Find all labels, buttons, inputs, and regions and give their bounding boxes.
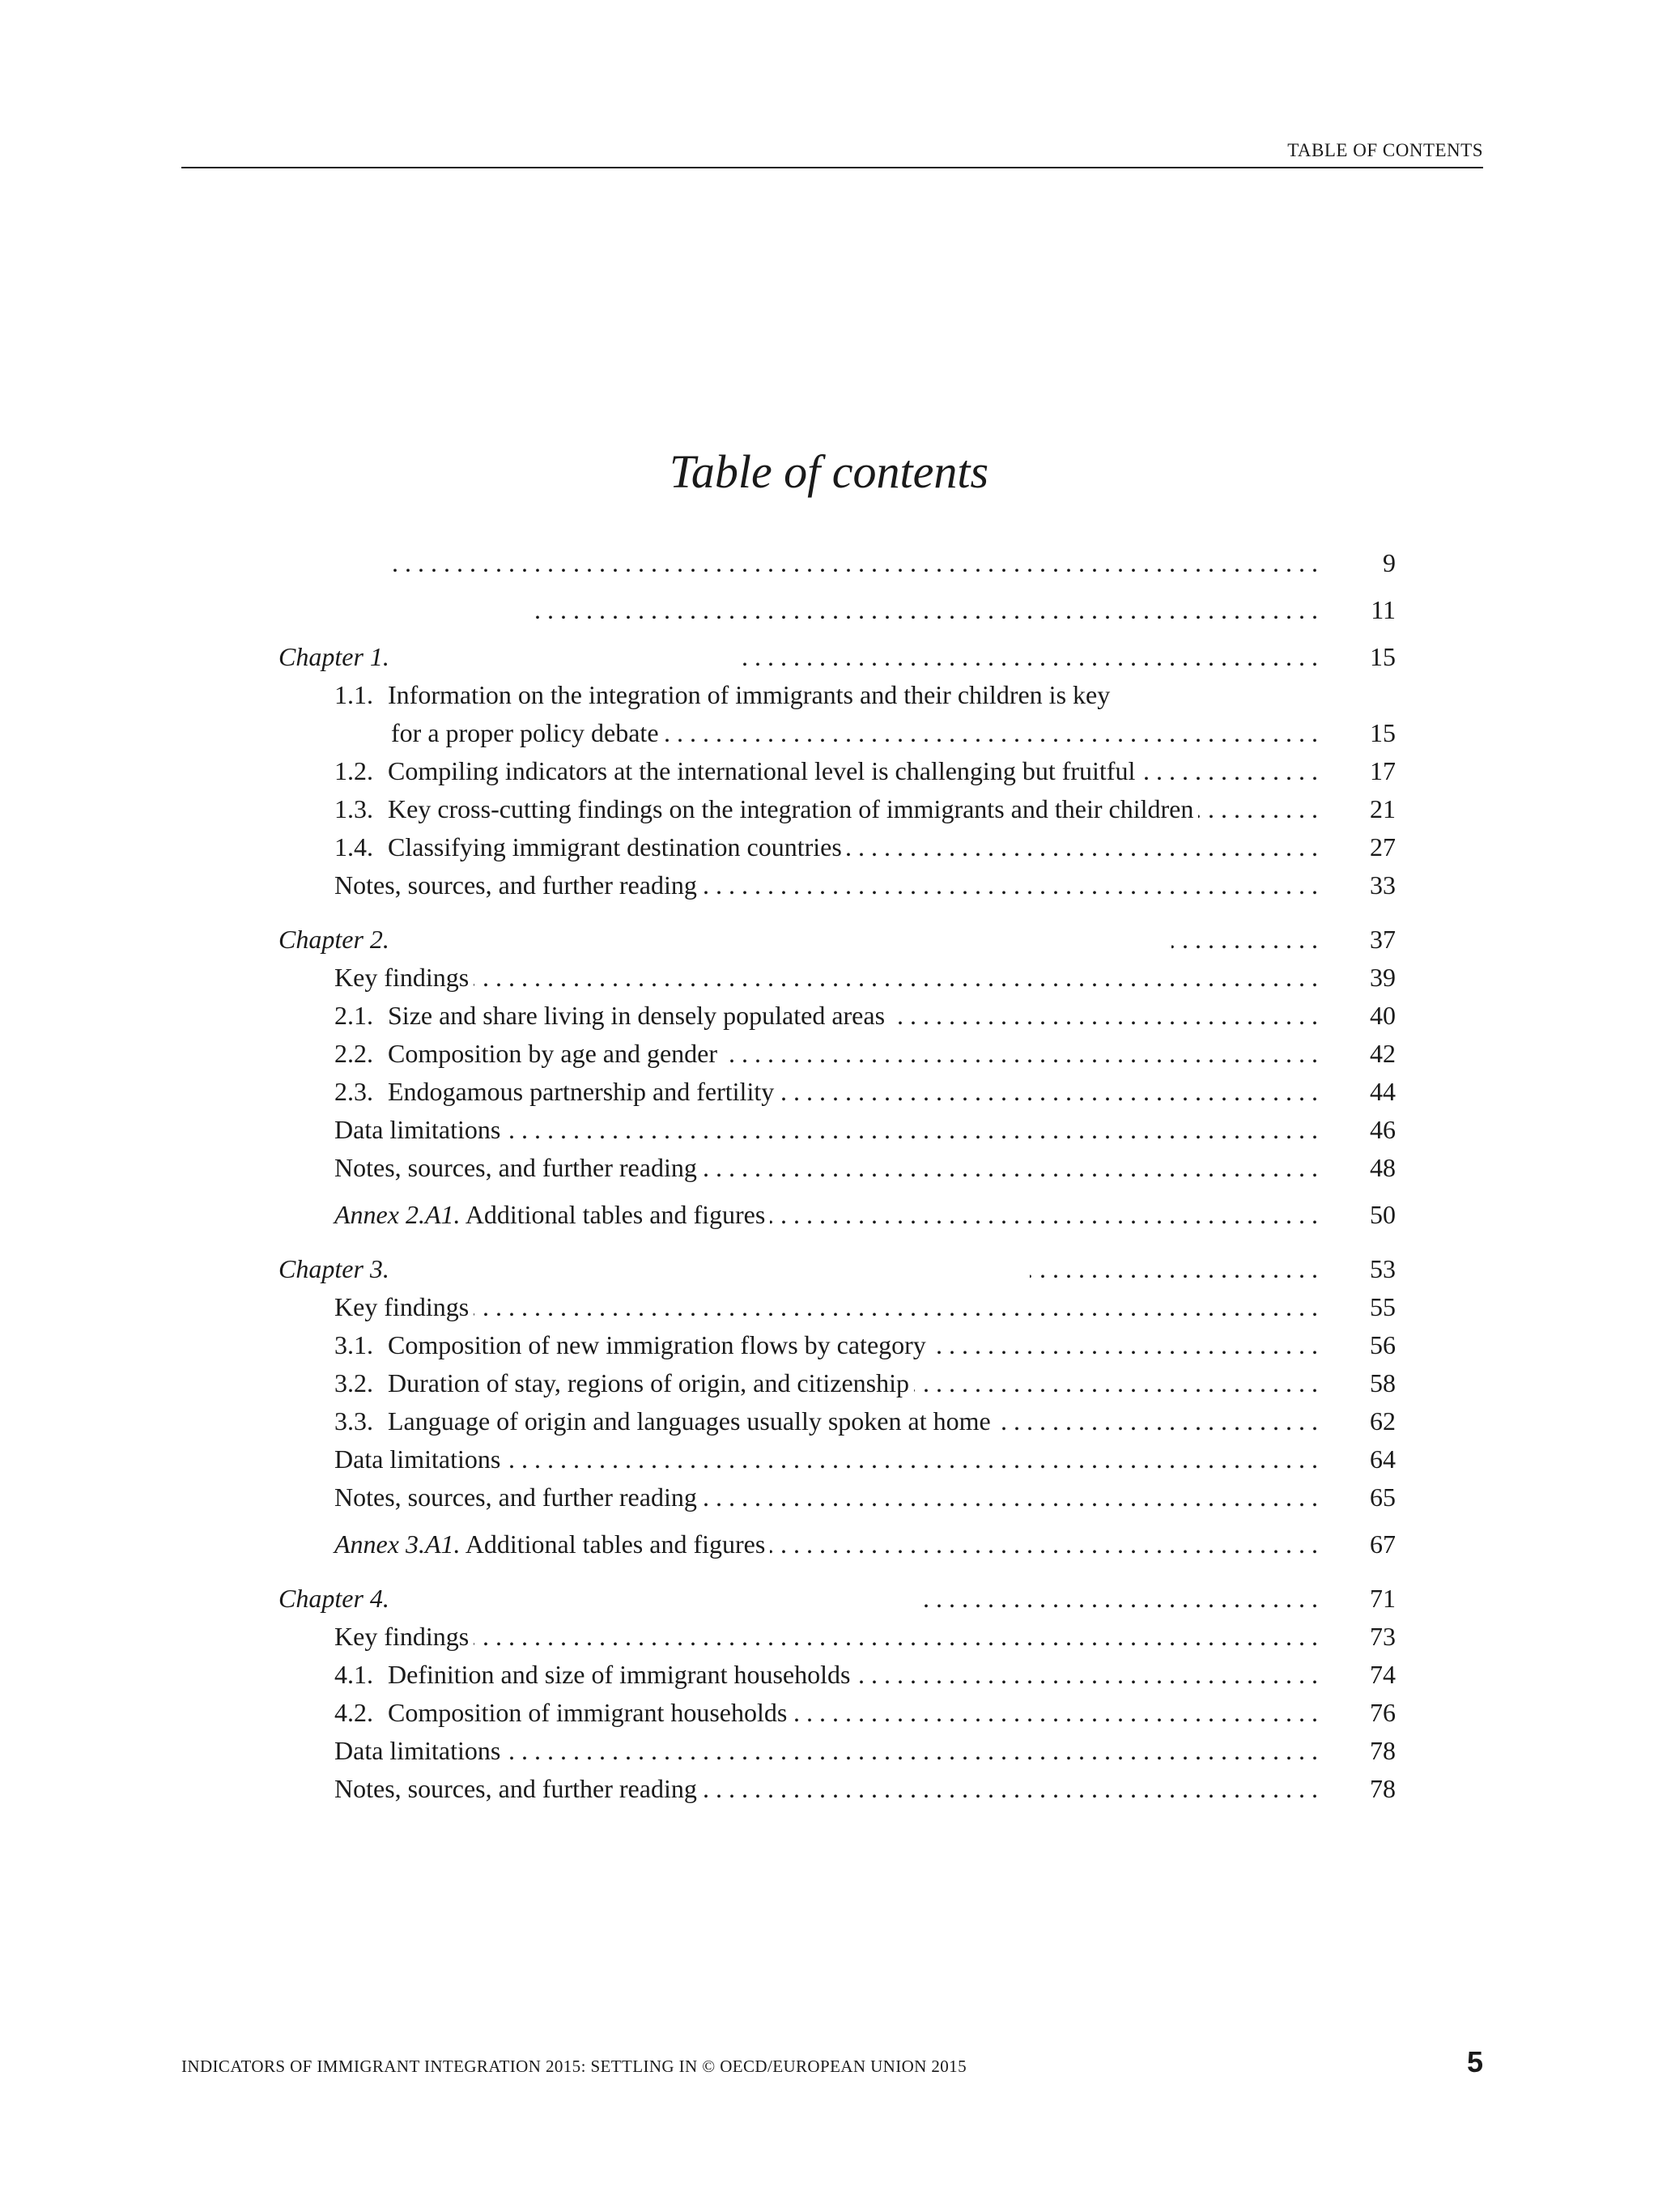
toc-section-title: Definition and size of immigrant households (388, 1660, 851, 1689)
toc-page-number: 27 (1370, 832, 1396, 861)
toc-item-title: Data limitations (334, 1443, 505, 1475)
toc-item-notes-4[interactable] (278, 1767, 1396, 1805)
toc-page-number: 15 (1370, 642, 1396, 671)
toc-entry-blank-2[interactable] (278, 588, 1396, 626)
toc-annex-label: Annex 3.A1. (334, 1529, 461, 1559)
running-head: TABLE OF CONTENTS (181, 139, 1483, 168)
page-number: 5 (1466, 2045, 1483, 2078)
toc-section-4-2[interactable] (278, 1691, 1396, 1729)
toc-page-number: 67 (1370, 1529, 1396, 1559)
toc-section-title: Composition of new immigration flows by category (388, 1330, 926, 1359)
toc-section-number: 2.1. (334, 1001, 373, 1030)
toc-section-number: 4.2. (334, 1698, 373, 1727)
toc-chapter-1[interactable] (278, 635, 1396, 673)
toc-section-title: Information on the integration of immigrants and their children is key (388, 680, 1111, 709)
toc-chapter-4[interactable] (278, 1576, 1396, 1614)
toc-annex-title: Additional tables and figures (465, 1529, 766, 1559)
toc-section-2-2[interactable] (278, 1032, 1396, 1070)
toc-annex-2-a1[interactable] (278, 1193, 1396, 1231)
toc-page-number: 21 (1370, 794, 1396, 823)
footer-text: INDICATORS OF IMMIGRANT INTEGRATION 2015: SETTLING IN © OECD/EUROPEAN UNION 2015 (181, 2057, 967, 2076)
toc-section-1-2[interactable] (278, 749, 1396, 787)
toc-page-number: 56 (1370, 1330, 1396, 1359)
toc-item-title: Data limitations (334, 1734, 505, 1767)
toc-page-number: 53 (1370, 1254, 1396, 1283)
toc-page-number: 48 (1370, 1153, 1396, 1182)
toc-section-3-2[interactable] (278, 1361, 1396, 1399)
toc-section-title: Classifying immigrant destination countries (388, 832, 842, 861)
toc-section-1-3[interactable] (278, 787, 1396, 825)
toc-page-number: 33 (1370, 870, 1396, 900)
toc-page-number: 17 (1370, 756, 1396, 785)
page-title: Table of contents (669, 445, 989, 498)
toc-page-number: 11 (1371, 595, 1396, 624)
toc-chapter-label: Chapter 2. (278, 923, 394, 955)
toc-chapter-label: Chapter 3. (278, 1253, 394, 1285)
toc-section-title: Duration of stay, regions of origin, and citizenship (388, 1368, 909, 1397)
toc-chapter-3[interactable] (278, 1247, 1396, 1285)
toc-page-number: 9 (1383, 548, 1396, 577)
toc-chapter-label: Chapter 4. (278, 1582, 394, 1614)
toc-section-number: 3.1. (334, 1330, 373, 1359)
toc-chapter-2[interactable] (278, 917, 1396, 955)
toc-page-number: 64 (1370, 1444, 1396, 1474)
toc-section-title: Size and share living in densely populated areas (388, 1001, 886, 1030)
toc-page-number: 40 (1370, 1001, 1396, 1030)
toc-page-number: 78 (1370, 1774, 1396, 1803)
toc-section-1-1[interactable] (278, 673, 1396, 711)
toc-item-data-limitations-4[interactable] (278, 1729, 1396, 1767)
toc-item-title: Notes, sources, and further reading (334, 1481, 702, 1513)
toc-section-4-1[interactable] (278, 1653, 1396, 1691)
toc-item-title: Key findings (334, 1291, 474, 1323)
toc-item-title: Data limitations (334, 1113, 505, 1146)
toc-page-number: 73 (1370, 1622, 1396, 1651)
toc-page-number: 65 (1370, 1482, 1396, 1512)
toc-page-number: 44 (1370, 1077, 1396, 1106)
toc-section-1-4[interactable] (278, 825, 1396, 863)
toc-section-title: for a proper policy debate (391, 717, 664, 749)
toc-section-number: 3.2. (334, 1368, 373, 1397)
toc-section-title: Composition of immigrant households (388, 1698, 788, 1727)
toc-item-notes-2[interactable] (278, 1146, 1396, 1184)
toc-section-number: 3.3. (334, 1406, 373, 1436)
toc-section-2-3[interactable] (278, 1070, 1396, 1108)
toc-page-number: 42 (1370, 1039, 1396, 1068)
toc-section-number: 4.1. (334, 1660, 373, 1689)
toc-item-title: Key findings (334, 961, 474, 993)
toc-page-number: 37 (1370, 925, 1396, 954)
toc-page-number: 15 (1370, 718, 1396, 747)
toc-item-key-findings-2[interactable] (278, 955, 1396, 993)
toc-item-data-limitations-3[interactable] (278, 1437, 1396, 1475)
toc-annex-title: Additional tables and figures (465, 1200, 766, 1229)
toc-section-3-3[interactable] (278, 1399, 1396, 1437)
toc-chapter-label: Chapter 1. (278, 640, 394, 673)
toc-section-1-1-cont[interactable] (278, 711, 1396, 749)
toc-item-data-limitations-2[interactable] (278, 1108, 1396, 1146)
toc-list (278, 541, 1396, 1805)
toc-page-number: 62 (1370, 1406, 1396, 1436)
toc-item-key-findings-4[interactable] (278, 1614, 1396, 1653)
toc-section-title: Language of origin and languages usually spoken at home (388, 1406, 991, 1436)
toc-item-notes-3[interactable] (278, 1475, 1396, 1513)
toc-page-number: 71 (1370, 1584, 1396, 1613)
toc-annex-label: Annex 2.A1. (334, 1200, 461, 1229)
toc-page-number: 58 (1370, 1368, 1396, 1397)
toc-item-notes-1[interactable] (278, 863, 1396, 901)
toc-section-number: 2.2. (334, 1039, 373, 1068)
toc-annex-3-a1[interactable] (278, 1522, 1396, 1560)
toc-section-title: Key cross-cutting findings on the integration of immigrants and their children (388, 794, 1194, 823)
toc-page-number: 46 (1370, 1115, 1396, 1144)
toc-section-number: 1.3. (334, 794, 373, 823)
toc-page-number: 50 (1370, 1200, 1396, 1229)
toc-page-number: 78 (1370, 1736, 1396, 1765)
toc-page-number: 76 (1370, 1698, 1396, 1727)
toc-item-title: Notes, sources, and further reading (334, 1151, 702, 1184)
toc-section-number: 1.1. (334, 680, 373, 709)
toc-item-key-findings-3[interactable] (278, 1285, 1396, 1323)
toc-section-number: 1.4. (334, 832, 373, 861)
toc-section-number: 2.3. (334, 1077, 373, 1106)
toc-entry-blank-1[interactable] (278, 541, 1396, 579)
toc-section-number: 1.2. (334, 756, 373, 785)
toc-page-number: 39 (1370, 963, 1396, 992)
toc-section-title: Composition by age and gender (388, 1039, 718, 1068)
toc-page-number: 74 (1370, 1660, 1396, 1689)
toc-section-title: Compiling indicators at the international level is challenging but fruitful (388, 756, 1136, 785)
toc-item-title: Notes, sources, and further reading (334, 869, 702, 901)
toc-section-2-1[interactable] (278, 993, 1396, 1032)
toc-item-title: Notes, sources, and further reading (334, 1772, 702, 1805)
toc-section-3-1[interactable] (278, 1323, 1396, 1361)
toc-item-title: Key findings (334, 1620, 474, 1653)
toc-section-title: Endogamous partnership and fertility (388, 1077, 775, 1106)
toc-page-number: 55 (1370, 1292, 1396, 1321)
